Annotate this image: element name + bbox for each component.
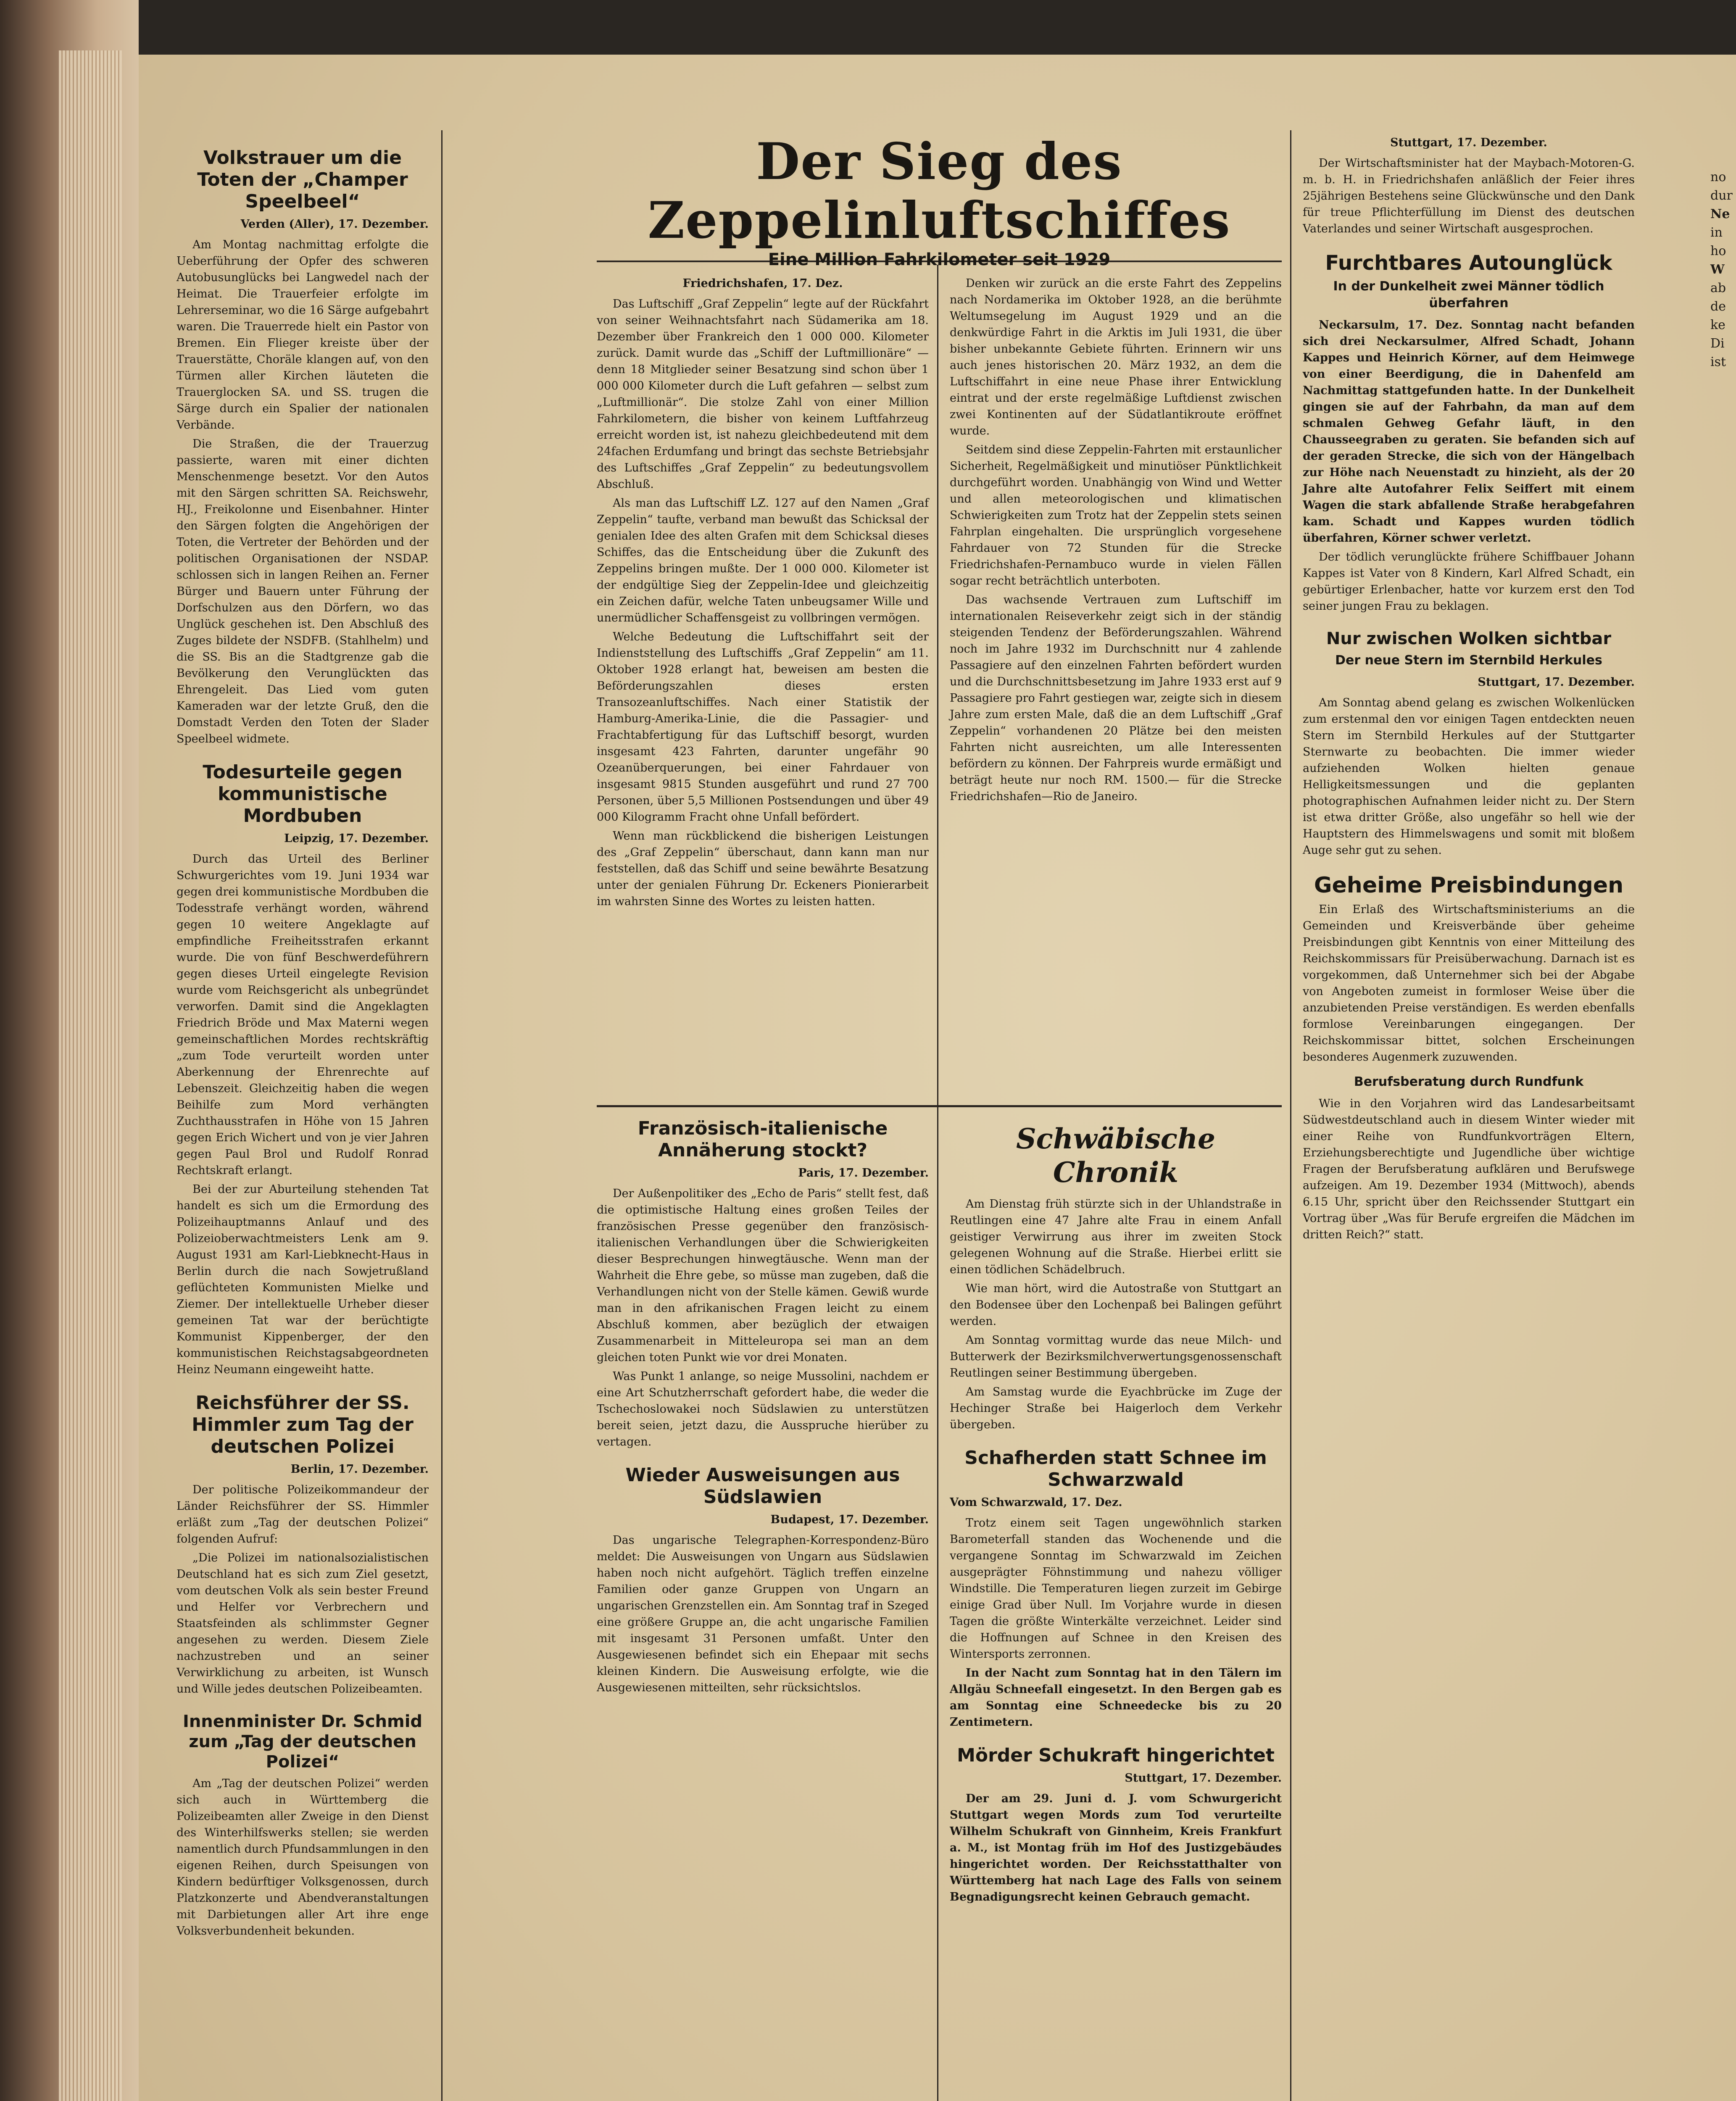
edge-fragment: ho [1710, 244, 1726, 258]
dateline: Stuttgart, 17. Dezember. [1478, 676, 1635, 689]
article-paragraph: Wie in den Vorjahren wird das Landesarbeitsamt Südwestdeutschland auch in diesem Winter wieder mit einer Reihe von Rundfunkvorträgen Eltern, Erziehungsberechtigte und Jugendliche über wichtige Fragen der Berufsberatung aufklären und Berufswege aufzeigen. Am 19. Dezember 1934 (Mittwoch), abends 6.15 Uhr, spricht über den Reichssender Stuttgart ein Vortrag über „Was für Berufe ergreifen die Mädchen im dritten Reich?“ statt. [1303, 1097, 1635, 1241]
column-2 [597, 275, 929, 912]
edge-fragment: de [1710, 299, 1726, 314]
article-paragraph: Am Sonntag abend gelang es zwischen Wolkenlücken zum erstenmal den vor einigen Tagen entdeckten neuen Stern im Sternbild Herkules auf der Stuttgarter Sternwarte zu beobachten. Die immer wieder aufziehenden Wolken hielten genaue Helligkeitsmessungen und die geplanten photographischen Aufnahmen leider nicht zu. Der Stern ist etwa dritter Größe, also ungefähr so hell wie der Hauptstern des Himmelswagens und somit mit bloßem Auge sehr gut zu sehen. [1303, 696, 1635, 857]
dateline: Stuttgart, 17. Dezember. [1390, 136, 1547, 149]
page-edges [59, 50, 122, 2101]
article-headline: Französisch-italienische Annäherung stockt? [637, 1118, 888, 1161]
article-paragraph: Die Straßen, die der Trauerzug passierte, waren mit einer dichten Menschenmenge besetzt. Vor den Autos mit den Särgen schritten SA. Reichswehr, HJ., Freikolonne und Eisenbahner. Hinter den Särgen folgten die Angehörigen der Toten, die Vertreter der Behörden und der politischen Organisationen der NSDAP. schlossen sich in langen Reihen an. Ferner Bürger und Bauern unter Führung der Dorfschulzen aus den Dörfern, wo das Unglück geschehen ist. Den Abschluß des Zuges bildete der NSDFB. (Stahlhelm) und die SS. Bis an die Stadtgrenze gab die Bevölkerung den Verunglückten das Ehrengeleit. Das Lied vom guten Kameraden war der letzte Gruß, den die Domstadt Verden den Toten der Slader Speelbeel widmete. [176, 437, 429, 745]
column-3 [950, 275, 1282, 807]
article-paragraph: Am Dienstag früh stürzte sich in der Uhlandstraße in Reutlingen eine 47 Jahre alte Frau in einem Anfall geistiger Verwirrung aus ihrer im zweiten Stock gelegenen Wohnung auf die Straße. Hierbei erlitt sie einen tödlichen Schädelbruch. [950, 1198, 1282, 1276]
article-paragraph: Denken wir zurück an die erste Fahrt des Zeppelins nach Nordamerika im Oktober 1928, an die berühmte Weltumsegelung im August 1929 und an die denkwürdige Fahrt in die Arktis im Juli 1931, die über bisher unbekannte Gebiete führten. Erinnern wir uns auch jenes historischen 20. März 1932, an dem die Luftschiffahrt in eine neue Phase ihrer Entwicklung eintrat und der erste regelmäßige Luftdienst zwischen zwei Kontinenten auf der Südatlantikroute eröffnet wurde. [950, 277, 1282, 437]
article-paragraph: Wenn man rückblickend die bisherigen Leistungen des „Graf Zeppelin“ überschaut, dann kann man nur feststellen, daß das Schiff und seine bewährte Besatzung unter der genialen Führung Dr. Eckeners Pionierarbeit im wahrsten Sinne des Wortes zu leisten hatten. [597, 829, 929, 908]
article-headline: Innenminister Dr. Schmid zum „Tag der deutschen Polizei“ [182, 1712, 423, 1772]
article-headline: Geheime Preisbindungen [1314, 873, 1624, 898]
dateline: Friedrichshafen, 17. Dez. [682, 277, 843, 290]
article-paragraph: Neckarsulm, 17. Dez. Sonntag nacht befanden sich drei Neckarsulmer, Alfred Schadt, Johann Kappes und Heinrich Körner, auf dem Heimwege von einer Beerdigung, die in Dahenfeld am Nachmittag stattgefunden hatte. In der Dunkelheit gingen sie auf der Fahrbahn, da man auf dem schmalen Gehweg Gefahr läuft, in den Chausseegraben zu geraten. Sie befanden sich auf der geraden Strecke, die sich von der Hängelbach zur Höhe nach Neuenstadt zu hinzieht, als der 20 Jahre alte Autofahrer Felix Seiffert mit einem Wagen die stark abfallende Straße herabgefahren kam. Schadt und Kappes wurden tödlich überfahren, Körner schwer verletzt. [1303, 319, 1635, 545]
article-paragraph: Wie man hört, wird die Autostraße von Stuttgart an den Bodensee über den Lochenpaß bei Balingen geführt werden. [950, 1282, 1282, 1328]
article-paragraph: Das Luftschiff „Graf Zeppelin“ legte auf der Rückfahrt von seiner Weihnachtsfahrt nach Südamerika am 18. Dezember über Frankreich den 1 000 000. Kilometer zurück. Damit wurde das „Schiff der Luftmillionäre“ — denn 18 Mitglieder seiner Besatzung sind schon über 1 000 000 Kilometer durch die Luft gefahren — selbst zum „Luftmillionär“. Die stolze Zahl von einer Million Fahrkilometern, die bisher von keinem Luftfahrzeug erreicht worden ist, ist nahezu gleichbedeutend mit dem 24fachen Erdumfang und bringt das sechste Betriebsjahr des Luftschiffes „Graf Zeppelin“ zu bedeutungsvollem Abschluß. [597, 298, 929, 491]
edge-fragment: ist [1710, 355, 1726, 369]
article-headline: Mörder Schukraft hingerichtet [957, 1745, 1275, 1766]
article-paragraph: Welche Bedeutung die Luftschiffahrt seit der Indienststellung des Luftschiffs „Graf Zeppelin“ am 11. Oktober 1928 erlangt hat, beweisen am besten die Beförderungszahlen dieses ersten Transozeanluftschiffes. Nach einer Statistik der Hamburg-Amerika-Linie, die die Passagier- und Frachtabfertigung für das Luftschiff besorgt, wurden insgesamt 423 Fahrten, darunter ungefähr 90 Ozeanüberquerungen, bei einer Fahrdauer von insgesamt 9815 Stunden ausgeführt und rund 27 700 Personen, über 5,5 Millionen Postsendungen und über 49 000 Kilogramm Fracht ohne Unfall befördert. [597, 630, 929, 824]
edge-fragment: Ne [1710, 207, 1730, 221]
article-headline: Wieder Ausweisungen aus Südslawien [625, 1464, 900, 1508]
dateline: Vom Schwarzwald, 17. Dez. [950, 1496, 1122, 1509]
article-paragraph: Als man das Luftschiff LZ. 127 auf den Namen „Graf Zeppelin“ taufte, verband man bewußt das Schicksal der genialen Idee des alten Grafen mit dem Schicksal dieses Schiffes, das die Entscheidung über die Zukunft des Zeppelins bringen mußte. Der 1 000 000. Kilometer ist der endgültige Sieg der Zeppelin-Idee und gleichzeitig ein Zeichen dafür, welche Taten unbeugsamer Wille und unermüdlicher Schaffensgeist zu vollbringen vermögen. [597, 497, 929, 624]
section-rule [597, 1105, 1282, 1107]
article-paragraph: Bei der zur Aburteilung stehenden Tat handelt es sich um die Ermordung des Polizeihauptmanns Anlauf und des Polizeioberwachtmeisters Lenk am 9. August 1931 am Karl-Liebknecht-Haus in Berlin durch die nach Sowjetrußland geflüchteten Kommunisten Mielke und Ziemer. Der intellektuelle Urheber dieser gemeinen Tat war der berüchtigte Kommunist Kippenberger, der den kommunistischen Reichstagsabgeordneten Heinz Neumann eingeweiht hatte. [176, 1183, 429, 1376]
main-headline-subtitle: Eine Million Fahrkilometer seit 1929 [768, 250, 1111, 269]
article-headline: Furchtbares Autounglück [1325, 251, 1612, 275]
column-rule [441, 130, 443, 2101]
article-paragraph: Seitdem sind diese Zeppelin-Fahrten mit erstaunlicher Sicherheit, Regelmäßigkeit und minutiöser Pünktlichkeit durchgeführt worden. Unabhängig von Wind und Wetter und allen meteorologischen und klimatischen Schwierigkeiten zum Trotz hat der Zeppelin stets seinen Fahrplan eingehalten. Die ursprünglich vorgesehene Fahrdauer von 72 Stunden für die Strecke Friedrichshafen-Pernambuco wurde in vielen Fällen sogar recht beträchtlich unterboten. [950, 443, 1282, 587]
edge-fragment: no [1710, 170, 1726, 184]
edge-fragment: ab [1710, 281, 1726, 295]
article-paragraph: Der Außenpolitiker des „Echo de Paris“ stellt fest, daß die optimistische Haltung eines großen Teiles der französischen Presse gegenüber den französisch-italienischen Verhandlungen über die Schwierigkeiten dieser Besprechungen hinwegtäusche. Wenn man der Wahrheit die Ehre gebe, so müsse man zugeben, daß die Verhandlungen nicht von der Stelle kämen. Gewiß wurde man in den afrikanischen Fragen leicht zu einem Abschluß kommen, aber bezüglich der etwaigen Zusammenarbeit in Mitteleuropa sei man an dem gleichen toten Punkt wie vor drei Monaten. [597, 1187, 929, 1364]
newspaper-page [139, 55, 1736, 2101]
edge-fragment: ke [1710, 318, 1725, 332]
article-paragraph: Durch das Urteil des Berliner Schwurgerichtes vom 19. Juni 1934 war gegen drei kommunistische Mordbuben die Todesstrafe verhängt worden, während gegen 10 weitere Angeklagte auf empfindliche Freiheitsstrafen erkannt wurde. Die von fünf Beschwerdeführern gegen dieses Urteil eingelegte Revision wurde vom Reichsgericht als unbegründet verworfen. Damit sind die Angeklagten Friedrich Bröde und Max Materni wegen gemeinschaftlichen Mordes rechtskräftig „zum Tode verurteilt worden unter Aberkennung der Ehrenrechte auf Lebenszeit. Gleichzeitig haben die wegen Beihilfe zum Mord verhängten Zuchthausstrafen in Höhe von 15 Jahren gegen Erich Wichert und von je vier Jahren gegen Paul Brol und Rudolf Ronrad Rechtskraft erlangt. [176, 853, 429, 1177]
article-paragraph: Der tödlich verunglückte frühere Schiffbauer Johann Kappes ist Vater von 8 Kindern, Karl Alfred Schadt, ein gebürtiger Erlenbacher, hatte vor kurzem erst den Tod seiner jungen Frau zu beklagen. [1303, 550, 1635, 613]
article-paragraph: Am Samstag wurde die Eyachbrücke im Zuge der Hechinger Straße bei Haigerloch dem Verkehr übergeben. [950, 1385, 1282, 1431]
edge-fragment: dur [1710, 188, 1733, 203]
article-paragraph: Das wachsende Vertrauen zum Luftschiff im internationalen Reiseverkehr zeigt sich in der ständig steigenden Tendenz der Beförderungszahlen. Während noch im Jahre 1932 im Durchschnitt nur 4 zahlende Passagiere auf den einzelnen Fahrten befördert wurden und die Durchschnittsbesetzung im Jahre 1933 erst auf 9 Passagiere pro Fahrt gestiegen war, zeigte sich in diesem Jahre zum ersten Male, daß die an dem Luftschiff „Graf Zeppelin“ vorhandenen 20 Plätze bei den meisten Fahrten nicht ausreichten, um alle Interessenten befördern zu können. Der Fahrpreis wurde ermäßigt und beträgt heute nur noch RM. 1500.— für die Strecke Friedrichshafen—Rio de Janeiro. [950, 593, 1282, 803]
article-paragraph: Trotz einem seit Tagen ungewöhnlich starken Barometerfall standen das Wochenende und die vergangene Sonntag im Schwarzwald im Zeichen ausgeprägter Föhnstimmung und nahezu völliger Windstille. Die Temperaturen liegen zurzeit im Gebirge einige Grad über Null. Im Vorjahre wurde in diesen Tagen die größte Winterkälte verzeichnet. Leider sind die Hoffnungen auf Schnee in den Kreisen des Wintersports zerronnen. [950, 1517, 1282, 1661]
article-subheadline: Berufsberatung durch Rundfunk [1354, 1074, 1584, 1089]
article-paragraph: In der Nacht zum Sonntag hat in den Tälern im Allgäu Schneefall eingesetzt. In den Bergen gab es am Sonntag eine Schneedecke bis zu 20 Zentimetern. [950, 1667, 1282, 1729]
article-paragraph: Der am 29. Juni d. J. vom Schwurgericht Stuttgart wegen Mords zum Tod verurteilte Wilhelm Schukraft von Ginnheim, Kreis Frankfurt a. M., ist Montag früh im Hof des Justizgebäudes hingerichtet worden. Der Reichsstatthalter von Württemberg hat nach Lage des Falls von seinem Begnadigungsrecht keinen Gebrauch gemacht. [950, 1792, 1282, 1904]
main-headline-title: Der Sieg des Zeppelinluftschiffes [648, 132, 1231, 250]
column-1 [176, 147, 429, 1942]
dateline: Stuttgart, 17. Dezember. [1125, 1772, 1282, 1785]
dateline: Berlin, 17. Dezember. [290, 1463, 429, 1476]
column-rule [1290, 130, 1291, 2101]
article-paragraph: „Die Polizei im nationalsozialistischen Deutschland hat es sich zum Ziel gesetzt, vom deutschen Volk als sein bester Freund und Helfer vor Verbrechern und Staatsfeinden als schlimmster Gegner angesehen zu werden. Diesem Ziele nachzustreben und an seiner Verwirklichung zu arbeiten, ist Wunsch und Wille jedes deutschen Polizeibeamten. [176, 1551, 429, 1696]
dateline: Leipzig, 17. Dezember. [284, 832, 429, 845]
article-paragraph: Am Sonntag vormittag wurde das neue Milch- und Butterwerk der Bezirksmilchverwertungsgenossenschaft Reutlingen seiner Bestimmung übergeben. [950, 1334, 1282, 1380]
article-headline: Todesurteile gegen kommunistische Mordbuben [203, 761, 403, 827]
article-headline: Volkstrauer um die Toten der „Champer Speelbeel“ [197, 147, 408, 212]
article-subheadline: Der neue Stern im Sternbild Herkules [1335, 653, 1602, 668]
dateline: Paris, 17. Dezember. [798, 1166, 929, 1180]
article-subheadline: In der Dunkelheit zwei Männer tödlich überfahren [1333, 279, 1604, 311]
article-headline: Reichsführer der SS. Himmler zum Tag der deutschen Polizei [192, 1392, 414, 1457]
edge-fragment: in [1710, 225, 1723, 240]
article-paragraph: Der politische Polizeikommandeur der Länder Reichsführer der SS. Himmler erläßt zum „Tag der deutschen Polizei“ folgenden Aufruf: [176, 1483, 429, 1545]
article-headline: Nur zwischen Wolken sichtbar [1326, 629, 1612, 648]
book-spine [0, 0, 139, 2101]
column-3-lower [950, 1118, 1282, 1908]
column-rule [937, 265, 938, 2101]
article-paragraph: Ein Erlaß des Wirtschaftsministeriums an die Gemeinden und Kreisverbände über geheime Preisbindungen gibt Kenntnis von einer Mitteilung des Reichskommissars für Preisüberwachung. Darnach ist es vorgekommen, daß Unternehmer sich bei der Abgabe von Angeboten zumeist in formloser Weise über die anzubietenden Preise verständigen. Es werden ebenfalls formlose Vereinbarungen eingegangen. Der Reichskommissar bittet, solchen Erscheinungen besonderes Augenmerk zuzuwenden. [1303, 903, 1635, 1064]
article-paragraph: Am „Tag der deutschen Polizei“ werden sich auch in Württemberg die Polizeibeamten aller Zweige in den Dienst des Winterhilfswerks stellen; sie werden namentlich durch Pfundsammlungen in den eigenen Reihen, durch Speisungen von Kindern bedürftiger Volksgenossen, durch Platzkonzerte und Abendveranstaltungen mit Darbietungen aller Art ihre enge Volksverbundenheit bekunden. [176, 1777, 429, 1938]
column-4 [1303, 134, 1635, 1245]
article-paragraph: Der Wirtschaftsminister hat der Maybach-Motoren-G. m. b. H. in Friedrichshafen anläßlich der Feier ihres 25jährigen Bestehens seine Glückwünsche und den Dank für treue Pflichterfüllung im Dienst des deutschen Vaterlandes und seiner Wirtschaft ausgesprochen. [1303, 157, 1635, 235]
adjacent-page-fragments [1710, 168, 1736, 371]
section-title: Schwäbische Chronik [1016, 1122, 1215, 1189]
article-paragraph: Am Montag nachmittag erfolgte die Ueberführung der Opfer des schweren Autobusunglücks bei Langwedel nach der Heimat. Die Trauerfeier erfolgte im Lehrerseminar, wo die 16 Särge aufgebahrt waren. Die Trauerrede hielt ein Pastor von Bremen. Ein Flieger kreiste über der Trauerstätte, Choräle klangen auf, von den Türmen aller Kirchen läuteten die Trauerglocken SA. und SS. trugen die Särge durch ein Spalier der nationalen Verbände. [176, 238, 429, 432]
main-headline [597, 132, 1282, 269]
dateline: Budapest, 17. Dezember. [770, 1513, 929, 1526]
column-2-lower [597, 1118, 929, 1698]
article-paragraph: Das ungarische Telegraphen-Korrespondenz-Büro meldet: Die Ausweisungen von Ungarn aus Südslawien haben noch nicht aufgehört. Täglich treffen einzelne Familien oder ganze Gruppen von Ungarn an ungarischen Grenzstellen ein. Am Sonntag traf in Szeged eine größere Gruppe an, die acht ungarische Familien mit insgesamt 31 Personen umfaßt. Unter den Ausgewiesenen befindet sich ein Ehepaar mit sechs kleinen Kindern. Die Ausweisung erfolgte, wie die Ausgewiesenen mitteilten, sehr rücksichtslos. [597, 1534, 929, 1694]
edge-fragment: Di [1710, 336, 1725, 351]
dateline: Verden (Aller), 17. Dezember. [240, 218, 429, 231]
edge-fragment: W [1710, 262, 1725, 277]
article-headline: Schafherden statt Schnee im Schwarzwald [964, 1447, 1267, 1490]
article-paragraph: Was Punkt 1 anlange, so neige Mussolini, nachdem er eine Art Schutzherrschaft gefordert habe, die weder die Tschechoslowakei noch Südslawien zu unterstützen bereit seien, jetzt dazu, die Ausspruche hierüber zu vertagen. [597, 1370, 929, 1448]
